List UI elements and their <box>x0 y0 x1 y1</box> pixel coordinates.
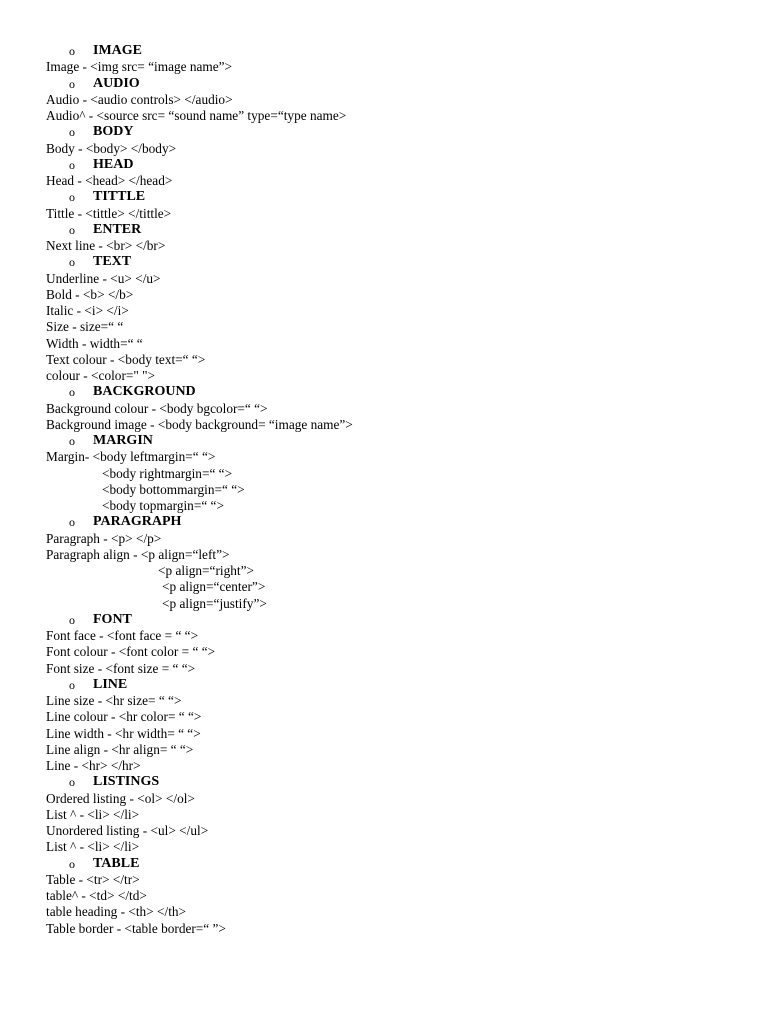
section-heading <box>46 433 746 449</box>
note-line: Text colour - <body text=“ “> <box>46 351 206 367</box>
note-line: Body - <body> </body> <box>46 140 177 156</box>
hollow-circle-bullet-icon: o <box>69 190 75 205</box>
note-line: Audio - <audio controls> </audio> <box>46 91 233 107</box>
note-line: Background image - <body background= “image name”> <box>46 416 353 432</box>
section-heading <box>46 124 746 140</box>
section-table <box>46 856 746 937</box>
section-heading <box>46 612 746 628</box>
section-heading <box>46 189 746 205</box>
section-heading-label: TABLE <box>93 855 140 871</box>
note-line: <body rightmargin=“ “> <box>102 465 233 481</box>
hollow-circle-bullet-icon: o <box>69 515 75 530</box>
section-heading-label: TEXT <box>93 254 132 270</box>
note-line: Size - size=“ “ <box>46 319 124 335</box>
note-line: <p align=“justify”> <box>162 595 267 611</box>
note-line: Table - <tr> </tr> <box>46 871 140 887</box>
note-line: Ordered listing - <ol> </ol> <box>46 790 195 806</box>
note-line: Line width - <hr width= “ “> <box>46 725 201 741</box>
section-heading-label: MARGIN <box>93 433 153 448</box>
note-line: Font face - <font face = “ “> <box>46 628 199 643</box>
section-paragraph <box>46 514 746 612</box>
note-line: Margin- <body leftmargin=“ “> <box>46 449 216 465</box>
note-line: table heading - <th> </th> <box>46 904 187 920</box>
section-heading-label: AUDIO <box>93 75 140 91</box>
section-heading-label: PARAGRAPH <box>93 514 182 530</box>
section-line <box>46 677 746 775</box>
note-line: Background colour - <body bgcolor=“ “> <box>46 400 268 416</box>
section-body <box>46 124 746 157</box>
note-line: Bold - <b> </b> <box>46 286 134 302</box>
note-line: Head - <head> </head> <box>46 173 173 188</box>
note-line: Image - <img src= “image name”> <box>46 59 233 75</box>
note-line: <p align=“right”> <box>158 563 254 578</box>
section-listings <box>46 774 746 855</box>
note-line: <body bottommargin=“ “> <box>102 481 245 497</box>
section-heading-label: BODY <box>93 124 134 140</box>
note-line: Line align - <hr align= “ “> <box>46 741 194 757</box>
note-line: List ^ - <li> </li> <box>46 806 140 822</box>
section-heading-label: LINE <box>93 676 128 692</box>
note-line: Line colour - <hr color= “ “> <box>46 709 202 725</box>
section-heading <box>46 384 746 400</box>
section-image <box>46 43 746 76</box>
section-audio <box>46 76 746 125</box>
section-font <box>46 612 746 677</box>
note-line: table^ - <td> </td> <box>46 888 147 903</box>
section-text <box>46 254 746 384</box>
hollow-circle-bullet-icon: o <box>69 157 75 172</box>
hollow-circle-bullet-icon: o <box>69 76 75 91</box>
note-line: Italic - <i> </i> <box>46 303 129 318</box>
section-heading-label: TITTLE <box>93 189 146 205</box>
hollow-circle-bullet-icon: o <box>69 44 75 58</box>
section-heading <box>46 856 746 872</box>
note-line: Underline - <u> </u> <box>46 270 161 286</box>
section-heading <box>46 76 746 92</box>
hollow-circle-bullet-icon: o <box>69 255 75 270</box>
hollow-circle-bullet-icon: o <box>69 385 75 400</box>
section-head <box>46 157 746 190</box>
section-margin <box>46 433 746 514</box>
section-heading <box>46 677 746 693</box>
hollow-circle-bullet-icon: o <box>69 612 75 627</box>
note-line: <p align=“center”> <box>162 579 266 595</box>
note-line: List ^ - <li> </li> <box>46 839 140 855</box>
section-heading-label: LISTINGS <box>93 774 160 790</box>
hollow-circle-bullet-icon: o <box>69 856 75 871</box>
note-line: Paragraph align - <p align=“left”> <box>46 546 230 562</box>
note-line: Next line - <br> </br> <box>46 238 166 253</box>
section-heading <box>46 157 746 173</box>
section-enter <box>46 222 746 255</box>
section-heading-label: FONT <box>93 611 132 627</box>
note-line: Unordered listing - <ul> </ul> <box>46 823 209 838</box>
hollow-circle-bullet-icon: o <box>69 677 75 692</box>
note-line: Audio^ - <source src= “sound name” type=“type name> <box>46 108 347 123</box>
note-line: colour - <color=" "> <box>46 368 156 383</box>
hollow-circle-bullet-icon: o <box>69 775 75 790</box>
note-line: Font colour - <font color = “ “> <box>46 644 216 660</box>
section-heading <box>46 514 746 530</box>
section-heading <box>46 774 746 790</box>
hollow-circle-bullet-icon: o <box>69 125 75 140</box>
section-heading-label: IMAGE <box>93 43 142 58</box>
note-line: <body topmargin=“ “> <box>102 498 224 513</box>
note-line: Line - <hr> </hr> <box>46 758 141 773</box>
note-line: Font size - <font size = “ “> <box>46 660 196 676</box>
note-line: Width - width=“ “ <box>46 335 143 351</box>
note-line: Line size - <hr size= “ “> <box>46 693 182 708</box>
note-line: Paragraph - <p> </p> <box>46 530 162 546</box>
section-heading-label: HEAD <box>93 156 134 172</box>
section-heading-label: ENTER <box>93 221 142 237</box>
section-heading <box>46 254 746 270</box>
hollow-circle-bullet-icon: o <box>69 434 75 448</box>
section-heading <box>46 43 746 59</box>
section-heading-label: BACKGROUND <box>93 384 196 400</box>
section-tittle <box>46 189 746 222</box>
note-line: Table border - <table border=“ ”> <box>46 920 226 936</box>
section-background <box>46 384 746 433</box>
hollow-circle-bullet-icon: o <box>69 222 75 237</box>
document-body <box>46 43 746 937</box>
section-heading <box>46 222 746 238</box>
note-line: Tittle - <tittle> </tittle> <box>46 205 172 221</box>
